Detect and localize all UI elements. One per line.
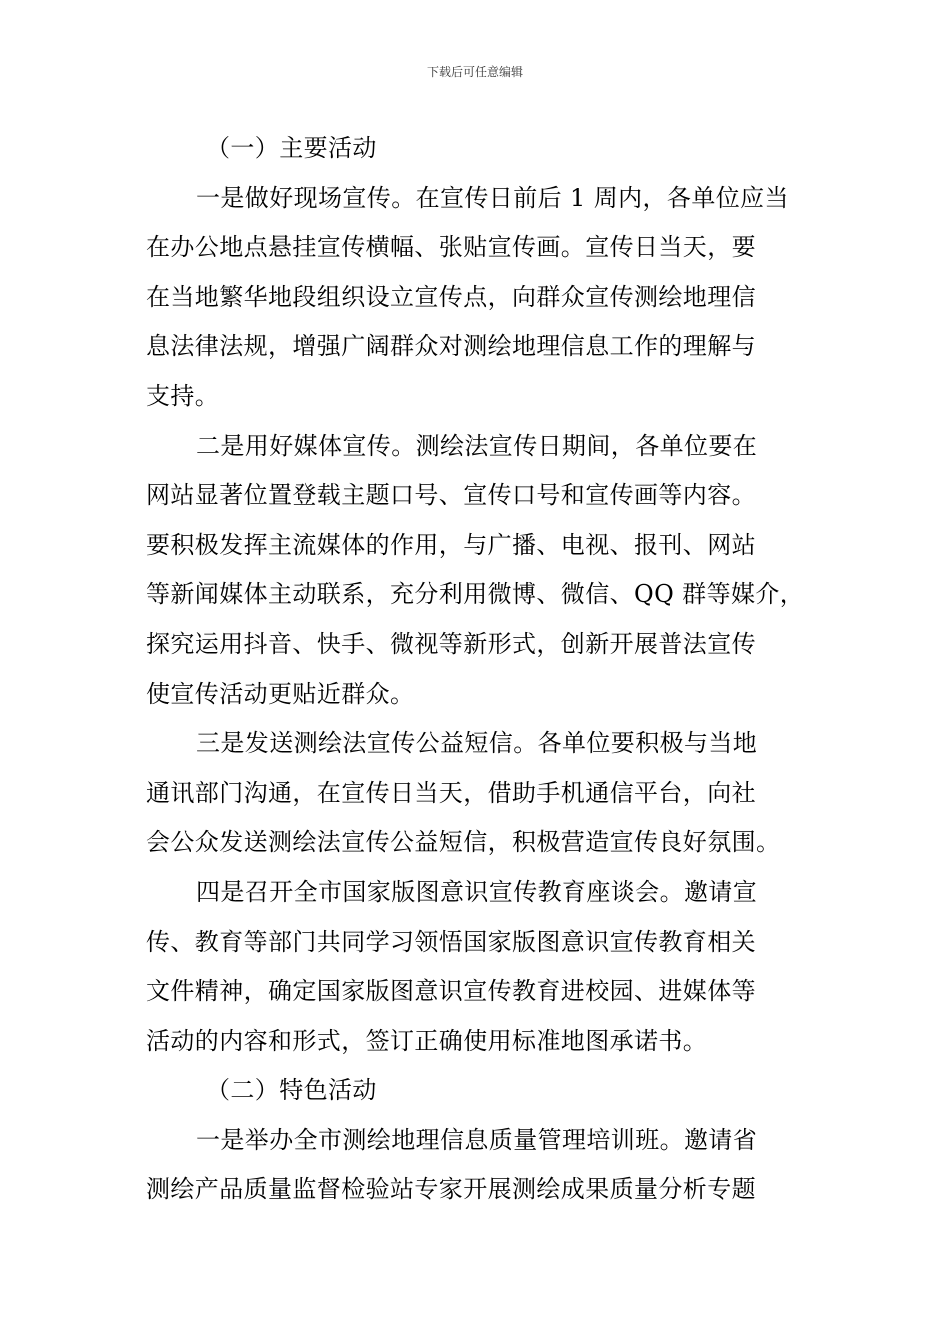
paragraph xyxy=(146,868,822,1066)
page-header: 下载后可任意编辑 xyxy=(426,65,523,79)
text-line: （一）主要活动 xyxy=(206,134,377,162)
text-line: 使宣传活动更贴近群众。 xyxy=(146,679,415,708)
text-line: 三是发送测绘法宣传公益短信。各单位要积极与当地 xyxy=(196,729,758,758)
text-line: 文件精神，确定国家版图意识宣传教育进校园、进媒体等 xyxy=(146,977,756,1006)
text-line: 通讯部门沟通，在宣传日当天，借助手机通信平台，向社 xyxy=(146,778,756,807)
text-line: 探究运用抖音、快手、微视等新形式，创新开展普法宣传 xyxy=(146,629,756,658)
text-line: （二）特色活动 xyxy=(206,1076,377,1105)
text-line: 在当地繁华地段组织设立宣传点，向群众宣传测绘地理信 xyxy=(146,282,756,311)
paragraph xyxy=(146,422,822,720)
text-line: 四是召开全市国家版图意识宣传教育座谈会。邀请宣 xyxy=(196,877,758,906)
text-line: 二是用好媒体宣传。测绘法宣传日期间，各单位要在 xyxy=(196,431,758,460)
text-line: 会公众发送测绘法宣传公益短信，积极营造宣传良好氛围。 xyxy=(146,828,781,857)
text-line: 等新闻媒体主动联系，充分利用微博、微信、QQ 群等媒介， xyxy=(146,580,805,609)
text-line: 在办公地点悬挂宣传横幅、张贴宣传画。宣传日当天，要 xyxy=(146,233,756,262)
text-line: 一是做好现场宣传。在宣传日前后 1 周内，各单位应当 xyxy=(196,183,789,212)
paragraph xyxy=(146,174,822,422)
text-line: 传、教育等部门共同学习领悟国家版图意识宣传教育相关 xyxy=(146,927,756,956)
text-line: 网站显著位置登载主题口号、宣传口号和宣传画等内容。 xyxy=(146,481,756,510)
text-line: 要积极发挥主流媒体的作用，与广播、电视、报刊、网站 xyxy=(146,530,756,559)
paragraph xyxy=(146,1116,822,1215)
text-line: 支持。 xyxy=(146,381,220,410)
text-line: 测绘产品质量监督检验站专家开展测绘成果质量分析专题 xyxy=(146,1175,756,1204)
section-heading xyxy=(146,1066,822,1116)
text-line: 一是举办全市测绘地理信息质量管理培训班。邀请省 xyxy=(196,1125,758,1154)
document-body xyxy=(146,124,822,1215)
text-line: 活动的内容和形式，签订正确使用标准地图承诺书。 xyxy=(146,1026,708,1055)
paragraph xyxy=(146,719,822,868)
text-line: 息法律法规，增强广阔群众对测绘地理信息工作的理解与 xyxy=(146,332,756,361)
section-heading xyxy=(146,124,822,174)
